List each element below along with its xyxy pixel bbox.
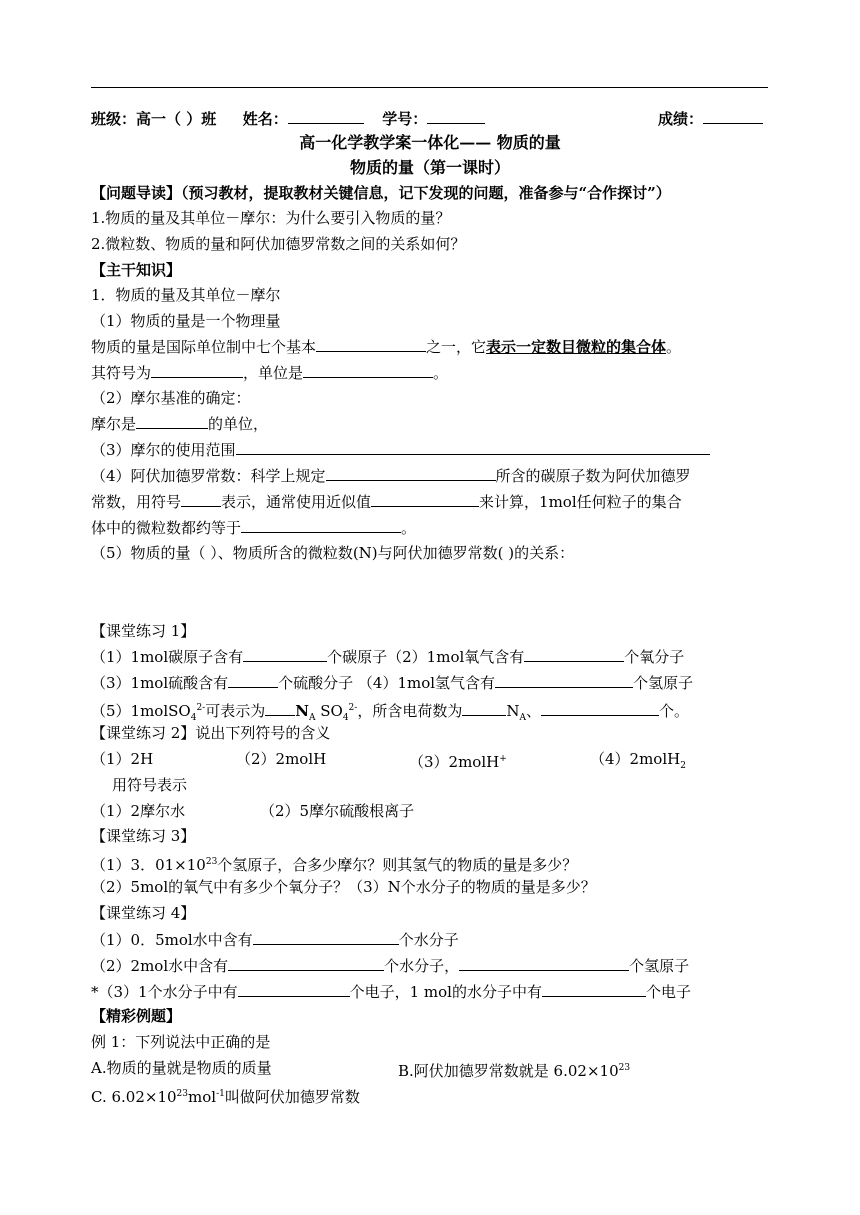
exercise-2-write-1: （1）2摩尔水	[91, 802, 186, 820]
text-segment: （3）1mol硫酸含有	[91, 674, 229, 692]
text-segment: N	[506, 702, 520, 720]
exercise-4-line-2	[91, 955, 689, 976]
student-info-row	[91, 108, 485, 129]
text-segment: 个水分子，	[384, 957, 460, 975]
blank-water-molecules-two[interactable]	[228, 955, 384, 971]
exercise-2-item-3	[409, 749, 507, 772]
score-label: 成绩：	[658, 110, 704, 128]
main-section-1: 1．物质的量及其单位－摩尔	[91, 286, 281, 304]
text-segment: 物质的量是国际单位制中七个基本	[91, 338, 317, 356]
text-segment: ，单位是	[243, 364, 304, 382]
exercise-3-question-1	[91, 852, 577, 875]
subscript: 4	[342, 713, 349, 723]
blank-sulfuric-molecules[interactable]	[228, 672, 278, 688]
text-segment: 个碳原子（2）1mol氧气含有	[327, 648, 525, 666]
guide-heading-row	[91, 183, 671, 203]
text-segment: ，所含电荷数为	[357, 702, 463, 720]
text-segment: （3）摩尔的使用范围	[91, 441, 236, 459]
guide-heading: 【问题导读】	[91, 184, 182, 202]
text-segment: 个氢原子	[629, 957, 690, 975]
superscript: 23	[176, 1089, 188, 1099]
text-segment: （1）2H	[91, 750, 154, 768]
blank-hydrogen-atoms[interactable]	[495, 672, 633, 688]
superscript: -1	[216, 1089, 225, 1099]
blank-avogadro-definition[interactable]	[326, 465, 496, 481]
text-segment: （4）2molH	[590, 750, 681, 768]
example-1-option-b	[398, 1058, 630, 1081]
blank-approx-value[interactable]	[371, 491, 479, 507]
blank-unit[interactable]	[303, 362, 433, 378]
subscript: 2	[680, 761, 686, 771]
text-segment: 个。	[658, 702, 689, 720]
text-segment: 之一，它	[426, 338, 487, 356]
name-label: 姓名：	[242, 110, 288, 128]
main-line-avogadro-1	[91, 465, 691, 486]
emphasis-definition: 表示一定数目微粒的集合体	[486, 338, 667, 356]
exercise-3-question-2: （2）5mol的氧气中有多少个氧分子？（3）N个水分子的物质的量是多少？	[91, 878, 596, 896]
text-segment: B.阿伏加德罗常数就是 6.02×10	[398, 1062, 619, 1080]
guide-note: （预习教材，提取教材关键信息，记下发现的问题，准备参与“合作探讨”）	[181, 184, 671, 202]
text-segment: （1）3．01×10	[91, 856, 206, 874]
text-segment: 体中的微粒数都约等于	[91, 519, 242, 537]
blank-electrons-mol[interactable]	[542, 981, 646, 997]
guide-question-2: 2.微粒数、物质的量和阿伏加德罗常数之间的关系如何？	[91, 235, 466, 253]
subscript: A	[519, 713, 526, 723]
main-point-2: （2）摩尔基准的确定：	[91, 389, 251, 407]
blank-carbon-atoms[interactable]	[243, 646, 327, 662]
exercise-2-item-2: （2）2molH	[236, 750, 327, 768]
text-segment: 个硫酸分子 （4）1mol氢气含有	[278, 674, 496, 692]
superscript: +	[499, 754, 507, 764]
main-point-5: （5）物质的量（ ）、物质所含的微粒数(N)与阿伏加德罗常数( )的关系：	[91, 544, 575, 562]
text-segment: 来计算，1mol任何粒子的集合	[479, 493, 682, 511]
student-id-label: 学号：	[382, 110, 428, 128]
page-title: 高一化学教学案一体化—— 物质的量	[299, 133, 561, 152]
text-segment: 的单位，	[208, 415, 269, 433]
class-label: 班级：高一（ ）班	[91, 110, 217, 128]
superscript: 2-	[196, 703, 206, 713]
score-row	[658, 108, 763, 129]
blank-particle-count[interactable]	[241, 517, 401, 533]
blank-hydrogen-atoms-two[interactable]	[459, 955, 629, 971]
blank-sulfate-count[interactable]	[265, 700, 295, 716]
text-segment: 所含的碳原子数为阿伏加德罗	[495, 467, 691, 485]
guide-question-1: 1.物质的量及其单位－摩尔：为什么要引入物质的量？	[91, 209, 451, 227]
blank-oxygen-molecules[interactable]	[524, 646, 624, 662]
main-line-avogadro-2	[91, 491, 682, 512]
exercise-2-heading: 【课堂练习 2】	[91, 724, 196, 742]
exercise-2-symbols	[91, 749, 153, 769]
text-segment: （3）2molH	[409, 753, 500, 771]
text-segment: 。	[401, 519, 417, 537]
exercise-1-line-1	[91, 646, 684, 667]
text-segment: C. 6.02×10	[91, 1088, 177, 1106]
example-1-option-a: A.物质的量就是物质的质量	[91, 1059, 272, 1077]
text-segment: 。	[433, 364, 449, 382]
main-line-base-quantity	[91, 336, 681, 357]
text-segment: 表示，通常使用近似值	[221, 493, 372, 511]
score-field[interactable]	[703, 108, 763, 124]
exercise-4-line-1	[91, 929, 459, 950]
superscript: 23	[205, 857, 218, 867]
text-segment: 个电子，1 mol的水分子中有	[349, 983, 542, 1001]
text-segment: 个氢原子，合多少摩尔？则其氢气的物质的量是多少？	[217, 856, 578, 874]
exercise-4-heading: 【课堂练习 4】	[91, 904, 196, 922]
exercise-2-symbol-intro: 用符号表示	[112, 776, 188, 794]
main-line-mole-unit	[91, 413, 268, 434]
text-segment: 个氢原子	[633, 674, 694, 692]
examples-heading: 【精彩例题】	[91, 1007, 182, 1025]
blank-avogadro-symbol[interactable]	[181, 491, 221, 507]
exercise-2-write-2: （2）5摩尔硫酸根离子	[260, 802, 415, 820]
text-segment: 。	[666, 338, 682, 356]
text-segment: N	[295, 702, 309, 720]
text-segment: （5）1molSO	[91, 702, 191, 720]
blank-charge-count[interactable]	[541, 700, 659, 716]
text-segment: mol	[188, 1088, 217, 1106]
text-segment: 个电子	[645, 983, 691, 1001]
blank-usage-range[interactable]	[236, 439, 710, 455]
student-id-field[interactable]	[427, 108, 485, 124]
text-segment: 个氧分子	[624, 648, 685, 666]
superscript: 2-	[348, 703, 358, 713]
exercise-1-heading: 【课堂练习 1】	[91, 622, 196, 640]
text-segment: 其符号为	[91, 364, 152, 382]
text-segment: 常数，用符号	[91, 493, 182, 511]
text-segment: 个水分子	[398, 931, 459, 949]
blank-water-molecules-half[interactable]	[253, 929, 399, 945]
blank-base-quantity[interactable]	[316, 336, 426, 352]
exercise-1-line-2	[91, 672, 693, 693]
exercise-2-item-4	[590, 749, 686, 776]
text-segment: 、	[525, 702, 541, 720]
text-segment: 摩尔是	[91, 415, 137, 433]
text-segment: SO	[315, 702, 343, 720]
exercise-3-heading: 【课堂练习 3】	[91, 827, 196, 845]
text-segment: （4）阿伏加德罗常数：科学上规定	[91, 467, 326, 485]
text-segment: 可表示为	[205, 702, 266, 720]
exercise-2-heading-row	[91, 723, 330, 743]
text-segment: （2）2mol水中含有	[91, 957, 229, 975]
text-segment: （1）0．5mol水中含有	[91, 931, 253, 949]
blank-symbol[interactable]	[151, 362, 243, 378]
text-segment: 叫做阿伏加德罗常数	[224, 1088, 360, 1106]
example-1-option-c	[91, 1084, 360, 1107]
name-field[interactable]	[288, 108, 364, 124]
text-segment: *（3）1个水分子中有	[91, 983, 238, 1001]
blank-mole-unit-of[interactable]	[136, 413, 208, 429]
example-1-question: 例 1：下列说法中正确的是	[91, 1033, 271, 1051]
superscript: 23	[618, 1063, 631, 1073]
blank-electrons-one[interactable]	[238, 981, 350, 997]
text-segment: （1）1mol碳原子含有	[91, 648, 244, 666]
main-heading: 【主干知识】	[91, 261, 182, 279]
main-point-1: （1）物质的量是一个物理量	[91, 312, 281, 330]
subscript: 4	[190, 713, 197, 723]
page-subtitle: 物质的量（第一课时）	[349, 158, 510, 177]
text-segment: 说出下列符号的含义	[195, 724, 331, 742]
blank-charge-na[interactable]	[462, 700, 506, 716]
top-rule	[91, 87, 768, 88]
main-line-usage-range	[91, 439, 710, 460]
subscript: A	[308, 713, 316, 723]
main-line-avogadro-3	[91, 517, 416, 538]
main-line-symbol-unit	[91, 362, 448, 383]
exercise-4-line-3	[91, 981, 691, 1002]
